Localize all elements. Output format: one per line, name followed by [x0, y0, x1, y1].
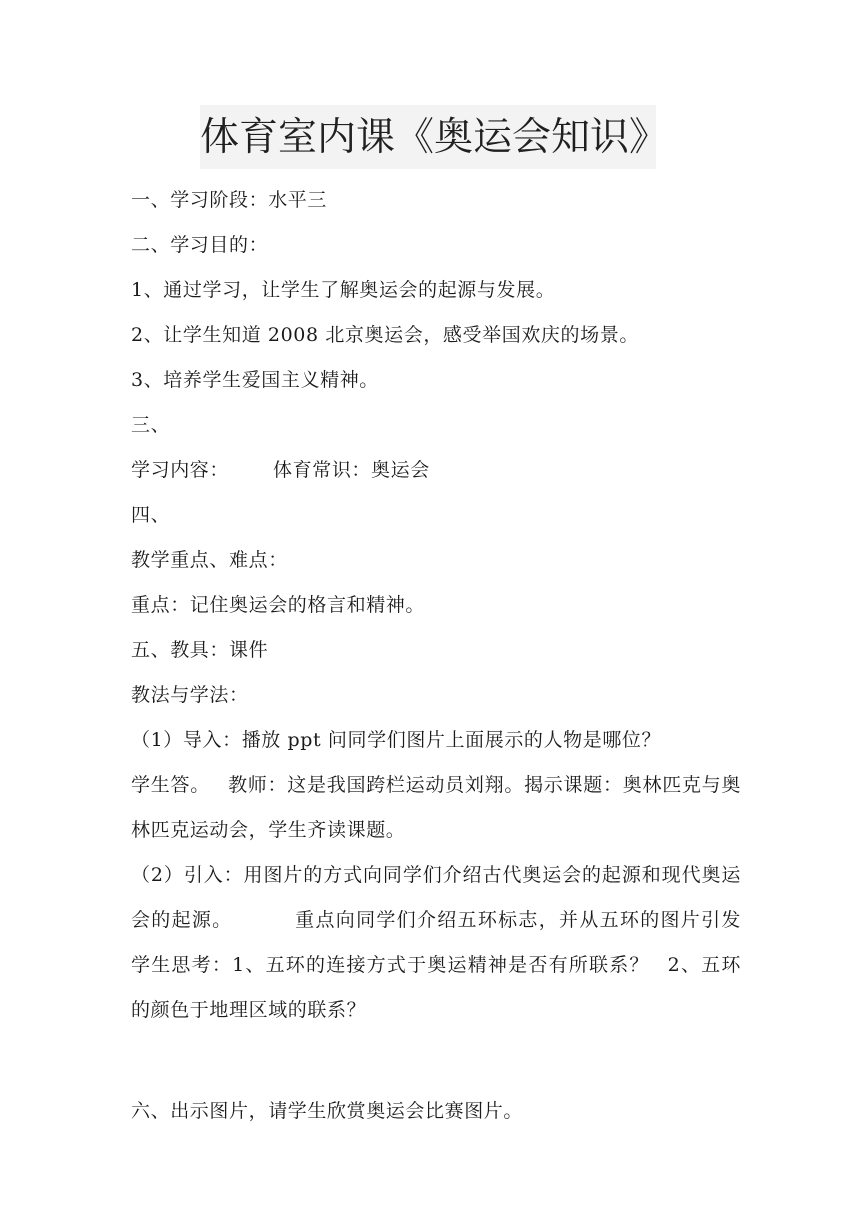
section-pictures: 六、出示图片，请学生欣赏奥运会比赛图片。 — [131, 1100, 524, 1122]
section-goals-heading: 二、学习目的： — [131, 234, 269, 256]
method-paragraph-1 — [131, 718, 741, 853]
method-1-intro: （1）导入：播放 ppt 问同学们图片上面展示的人物是哪位？ — [131, 729, 662, 751]
method-1-answer: 学生答。 — [131, 774, 210, 796]
method-paragraph-2 — [131, 853, 741, 1033]
goal-item-1: 1、通过学习，让学生了解奥运会的起源与发展。 — [131, 279, 556, 301]
content-label: 学习内容： — [131, 459, 230, 481]
section-3-number: 三、 — [131, 414, 171, 436]
section-4-number: 四、 — [131, 504, 171, 526]
content-value: 体育常识：奥运会 — [273, 459, 430, 481]
section-stage: 一、学习阶段：水平三 — [131, 189, 328, 211]
blank-line — [131, 1033, 741, 1089]
page-title: 体育室内课《奥运会知识》 — [200, 115, 669, 160]
goal-item-3: 3、培养学生爱国主义精神。 — [131, 369, 379, 391]
document-body — [131, 178, 741, 1134]
method-2-colors: 2、五环的颜色于地理区域的联系？ — [131, 954, 741, 1021]
method-1-teacher: 教师：这是我国跨栏运动员刘翔。揭示课题：奥林匹克与奥林匹克运动会，学生齐读课题。 — [131, 774, 741, 841]
method-2-rings: 重点向同学们介绍五环标志，并从五环的图片引发学生思考：1、五环的连接方式于奥运精神是否有所联系？ — [131, 909, 741, 976]
goal-item-2: 2、让学生知道 2008 北京奥运会，感受举国欢庆的场景。 — [131, 324, 639, 346]
key-point: 重点：记住奥运会的格言和精神。 — [131, 594, 426, 616]
section-content — [131, 448, 741, 493]
method-2-intro: （2）引入：用图片的方式向同学们介绍古代奥运会的起源和现代奥运会的起源。 — [131, 864, 741, 931]
methods-heading: 教法与学法： — [131, 684, 249, 706]
section-tools: 五、教具：课件 — [131, 639, 269, 661]
title-banner — [200, 105, 669, 169]
key-points-heading: 教学重点、难点： — [131, 549, 288, 571]
